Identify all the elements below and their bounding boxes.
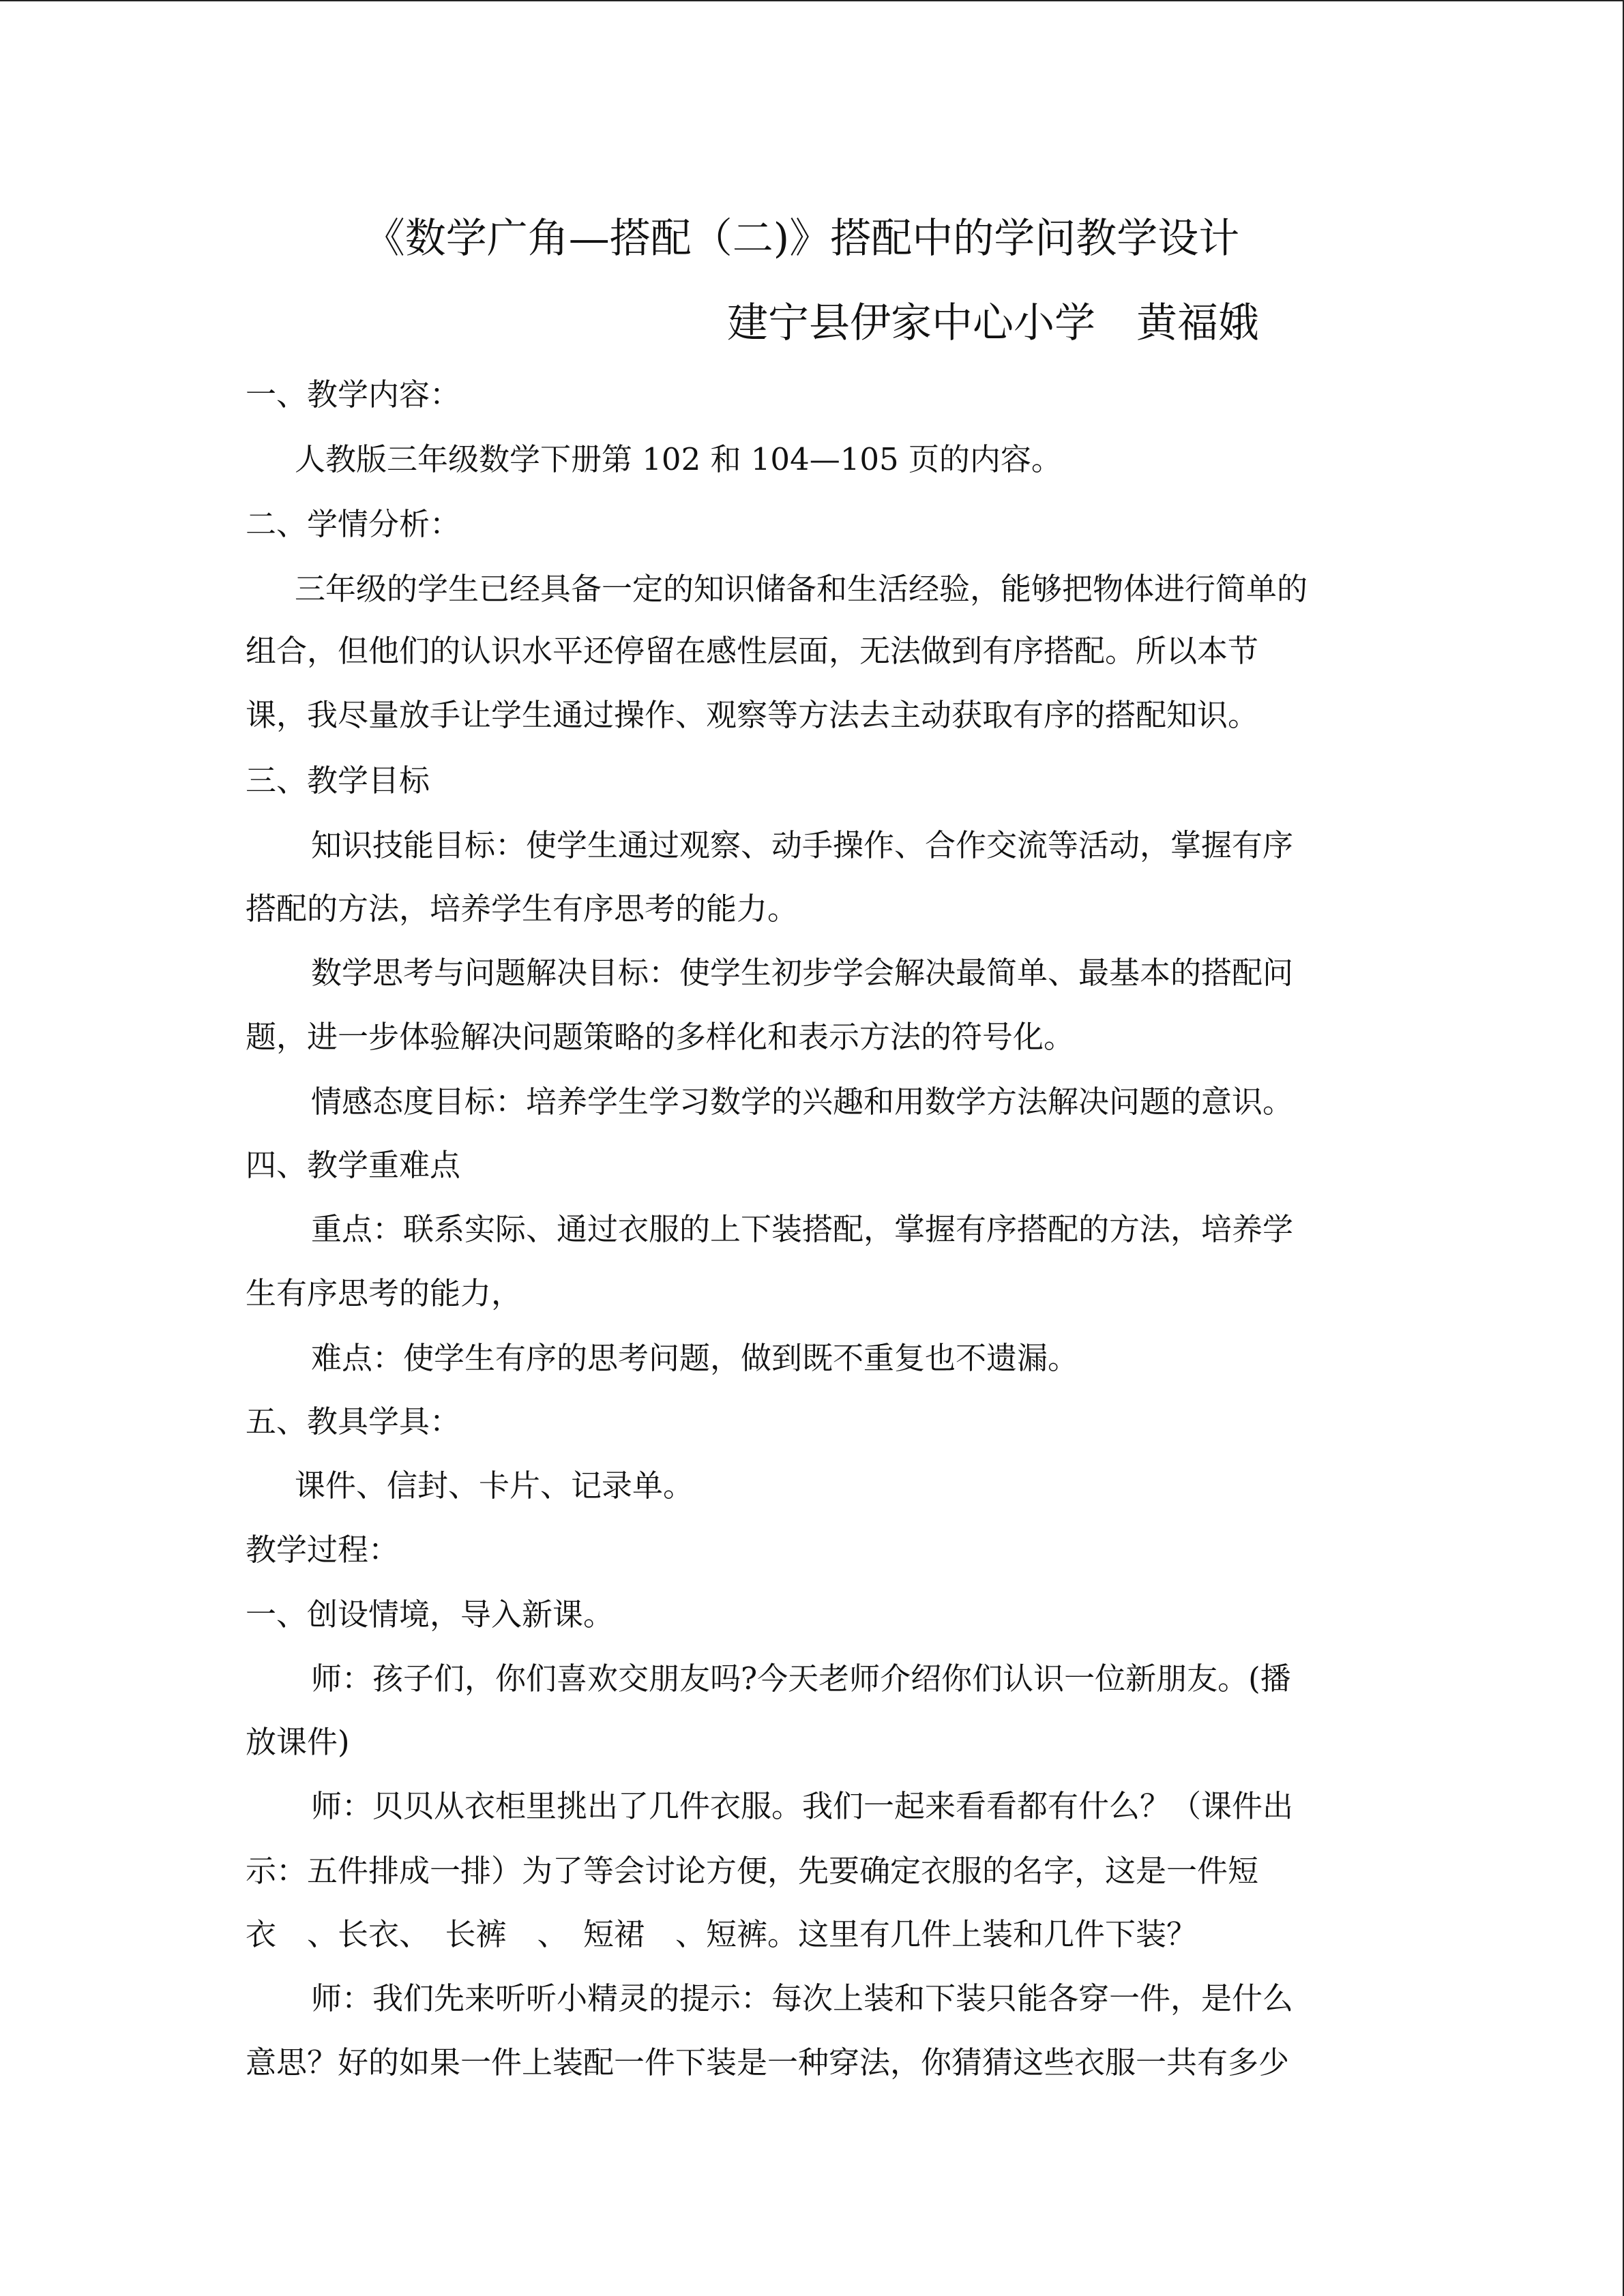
body-line: 知识技能目标：使学生通过观察、动手操作、合作交流等活动，掌握有序 xyxy=(311,827,1294,863)
body-line: 生有序思考的能力， xyxy=(246,1275,522,1311)
body-line: 师：孩子们，你们喜欢交朋友吗?今天老师介绍你们认识一位新朋友。(播 xyxy=(311,1660,1291,1697)
section-heading: 一、教学内容： xyxy=(246,376,461,413)
section-heading: 二、学情分析： xyxy=(246,506,461,542)
body-line: 课，我尽量放手让学生通过操作、观察等方法去主动获取有序的搭配知识。 xyxy=(246,697,1259,733)
body-line: 衣 、长衣、 长裤 、 短裙 、短裤。这里有几件上装和几件下装？ xyxy=(246,1916,1198,1952)
body-line: 三年级的学生已经具备一定的知识储备和生活经验，能够把物体进行简单的 xyxy=(295,571,1308,607)
body-line: 搭配的方法，培养学生有序思考的能力。 xyxy=(246,891,799,927)
body-line: 题，进一步体验解决问题策略的多样化和表示方法的符号化。 xyxy=(246,1019,1075,1055)
body-line: 情感态度目标：培养学生学习数学的兴趣和用数学方法解决问题的意识。 xyxy=(311,1084,1294,1120)
body-line: 示：五件排成一排）为了等会讨论方便，先要确定衣服的名字，这是一件短 xyxy=(246,1853,1259,1889)
body-line: 师：贝贝从衣柜里挑出了几件衣服。我们一起来看看都有什么？（课件出 xyxy=(311,1788,1294,1824)
section-heading: 三、教学目标 xyxy=(246,762,430,799)
document-title: 《数学广角—搭配（二)》搭配中的学问教学设计 xyxy=(364,215,1240,263)
body-line: 重点：联系实际、通过衣服的上下装搭配，掌握有序搭配的方法，培养学 xyxy=(311,1211,1294,1247)
body-line: 组合，但他们的认识水平还停留在感性层面，无法做到有序搭配。所以本节 xyxy=(246,633,1259,669)
section-heading: 四、教学重难点 xyxy=(246,1147,461,1183)
body-line: 难点：使学生有序的思考问题，做到既不重复也不遗漏。 xyxy=(311,1340,1079,1376)
author-line: 建宁县伊家中心小学 黄福娥 xyxy=(727,299,1259,347)
section-heading: 教学过程： xyxy=(246,1532,400,1568)
body-line: 放课件) xyxy=(246,1724,350,1760)
section-heading: 五、教具学具： xyxy=(246,1403,461,1440)
body-line: 人教版三年级数学下册第 102 和 104—105 页的内容。 xyxy=(295,441,1062,477)
body-line: 课件、信封、卡片、记录单。 xyxy=(295,1467,694,1504)
body-line: 师：我们先来听听小精灵的提示：每次上装和下装只能各穿一件，是什么 xyxy=(311,1980,1294,2016)
body-line: 数学思考与问题解决目标：使学生初步学会解决最简单、最基本的搭配问 xyxy=(311,955,1294,991)
section-heading: 一、创设情境，导入新课。 xyxy=(246,1596,615,1632)
body-line: 意思？好的如果一件上装配一件下装是一种穿法，你猜猜这些衣服一共有多少 xyxy=(246,2044,1290,2081)
